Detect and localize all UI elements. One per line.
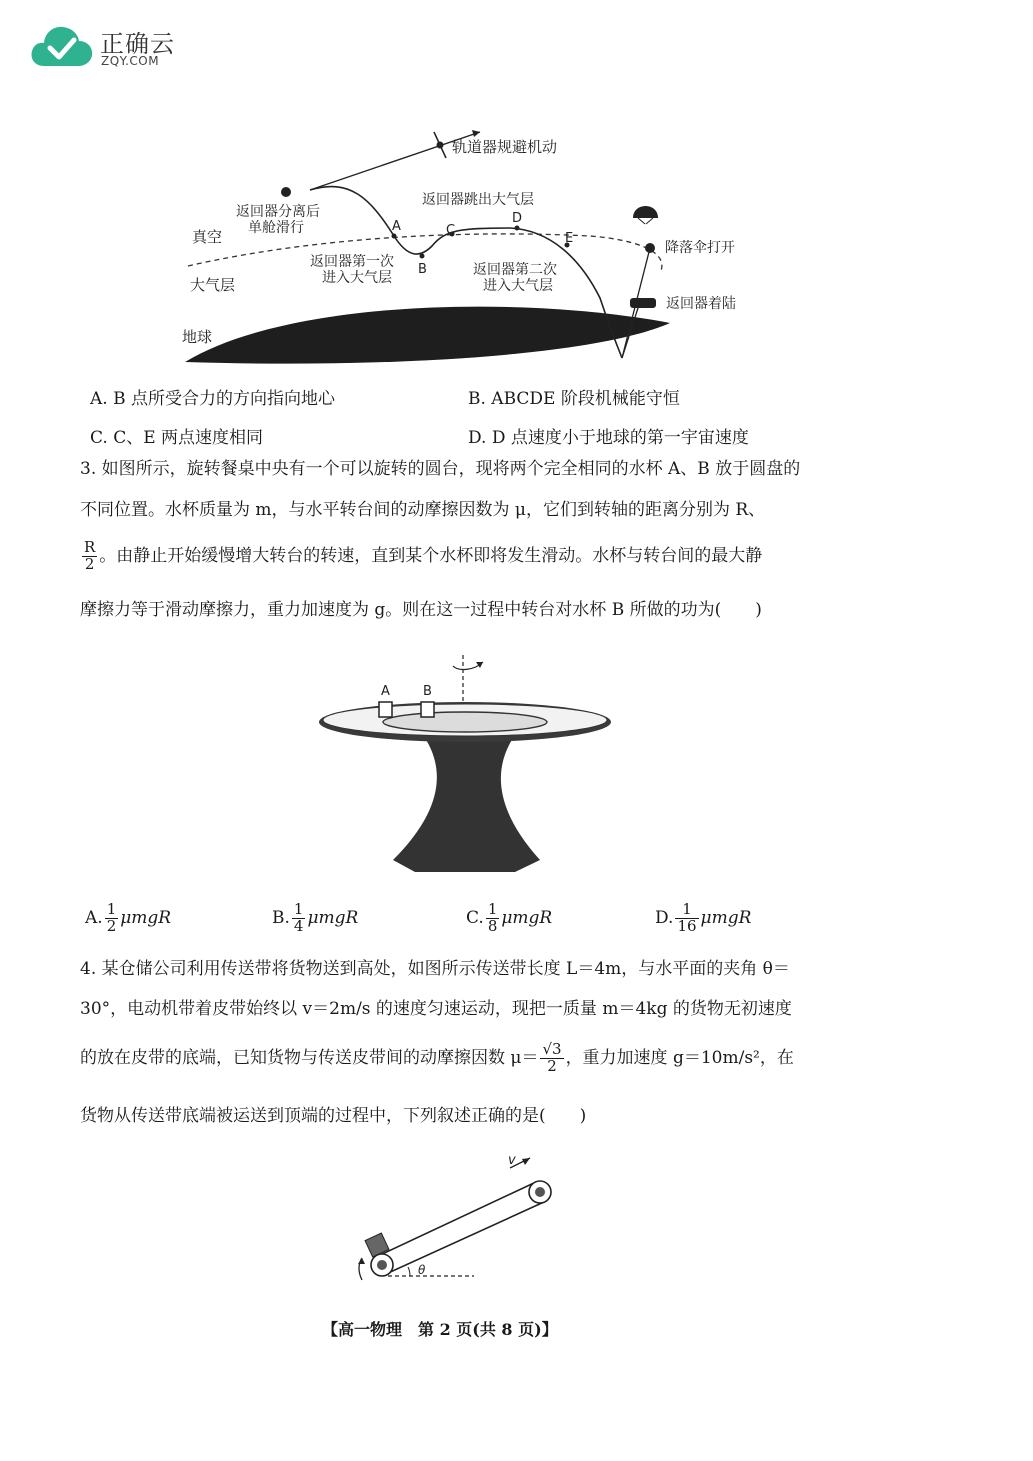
first-entry-label-2: 进入大气层 xyxy=(322,270,392,286)
q3-line-2: 不同位置。水杯质量为 m，与水平转台间的动摩擦因数为 μ，它们到转轴的距离分别为 R、 xyxy=(80,500,766,520)
q3-line-4: 摩擦力等于滑动摩擦力，重力加速度为 g。则在这一过程中转台对水杯 B 所做的功为( ) xyxy=(80,600,762,620)
q3-fraction: $\frac{R}{2}$ xyxy=(84,538,96,573)
q4-fraction: $\frac{√3}{2}$ xyxy=(542,1040,562,1075)
q3-option-c: C. $\frac{1}{8}$ μmgR xyxy=(466,900,553,935)
cloud-check-icon xyxy=(30,22,94,72)
q3-line-3: $\frac{R}{2}$ 。由静止开始缓慢增大转台的转速，直到某个水杯即将发生滑动。水杯与转台间的最大静 xyxy=(84,538,763,573)
q4-line-4: 货物从传送带底端被运送到顶端的过程中，下列叙述正确的是( ) xyxy=(80,1106,587,1126)
landing-label: 返回器着陆 xyxy=(666,296,736,312)
second-entry-label-2: 进入大气层 xyxy=(483,278,553,294)
earth-shape xyxy=(185,307,670,364)
separate-label-2: 单舱滑行 xyxy=(248,220,304,236)
point-d: D xyxy=(512,211,523,226)
q2-option-c: C. C、E 两点速度相同 xyxy=(90,428,264,448)
point-c: C xyxy=(446,223,456,238)
parachute-label: 降落伞打开 xyxy=(665,240,735,256)
q4-line-3: 的放在皮带的底端，已知货物与传送皮带间的动摩擦因数 μ＝ $\frac{√3}{2}$ ，重力加速度 g＝10m/s²，在 xyxy=(80,1040,794,1075)
q2-option-b: B. ABCDE 阶段机械能守恒 xyxy=(468,389,680,409)
atmosphere-label: 大气层 xyxy=(190,276,236,294)
capsule-dot xyxy=(281,187,291,197)
q2-option-a: A. B 点所受合力的方向指向地心 xyxy=(90,389,335,409)
cup-b-label: B xyxy=(423,684,432,699)
landed-capsule xyxy=(630,298,656,308)
first-entry-label-1: 返回器第一次 xyxy=(310,254,394,270)
earth-label: 地球 xyxy=(182,328,213,346)
angle-label: θ xyxy=(418,1263,426,1277)
q4-line-2: 30°，电动机带着皮带始终以 v＝2m/s 的速度匀速运动，现把一质量 m＝4kg 的货物无初速度 xyxy=(80,999,792,1019)
q3-option-d: D. $\frac{1}{16}$ μmgR xyxy=(655,900,752,935)
parachute-icon xyxy=(633,206,658,224)
cup-a xyxy=(379,702,392,717)
logo-name: 正确云 xyxy=(100,30,175,58)
separate-label-1: 返回器分离后 xyxy=(236,204,320,220)
rotating-table-diagram xyxy=(315,650,615,885)
cup-a-label: A xyxy=(381,684,390,699)
point-b: B xyxy=(418,262,427,277)
site-logo xyxy=(30,22,200,74)
parachute-dot xyxy=(645,243,655,253)
vacuum-label: 真空 xyxy=(192,228,223,246)
reentry-diagram xyxy=(170,118,790,370)
conveyor-diagram xyxy=(348,1148,578,1288)
velocity-label: v xyxy=(508,1153,516,1168)
cup-b xyxy=(421,702,434,717)
point-e: E xyxy=(565,231,574,246)
orbiter-label: 轨道器规避机动 xyxy=(452,138,558,156)
jump-label: 返回器跳出大气层 xyxy=(422,192,534,208)
table-pedestal xyxy=(393,738,540,872)
point-a: A xyxy=(392,219,401,234)
turntable xyxy=(383,712,547,732)
q4-line-1: 4. 某仓储公司利用传送带将货物送到高处，如图所示传送带长度 L＝4m，与水平面的夹角 θ＝ xyxy=(80,959,790,979)
q2-option-d: D. D 点速度小于地球的第一宇宙速度 xyxy=(468,428,749,448)
q3-line-1: 3. 如图所示，旋转餐桌中央有一个可以旋转的圆台，现将两个完全相同的水杯 A、B 放于圆盘的 xyxy=(80,459,801,479)
logo-domain: ZQY.COM xyxy=(101,54,160,68)
page-footer: 【高一物理 第 2 页(共 8 页)】 xyxy=(322,1320,558,1339)
q3-option-a: A. $\frac{1}{2}$ μmgR xyxy=(85,900,172,935)
q3-option-b: B. $\frac{1}{4}$ μmgR xyxy=(272,900,359,935)
second-entry-label-1: 返回器第二次 xyxy=(473,262,557,278)
